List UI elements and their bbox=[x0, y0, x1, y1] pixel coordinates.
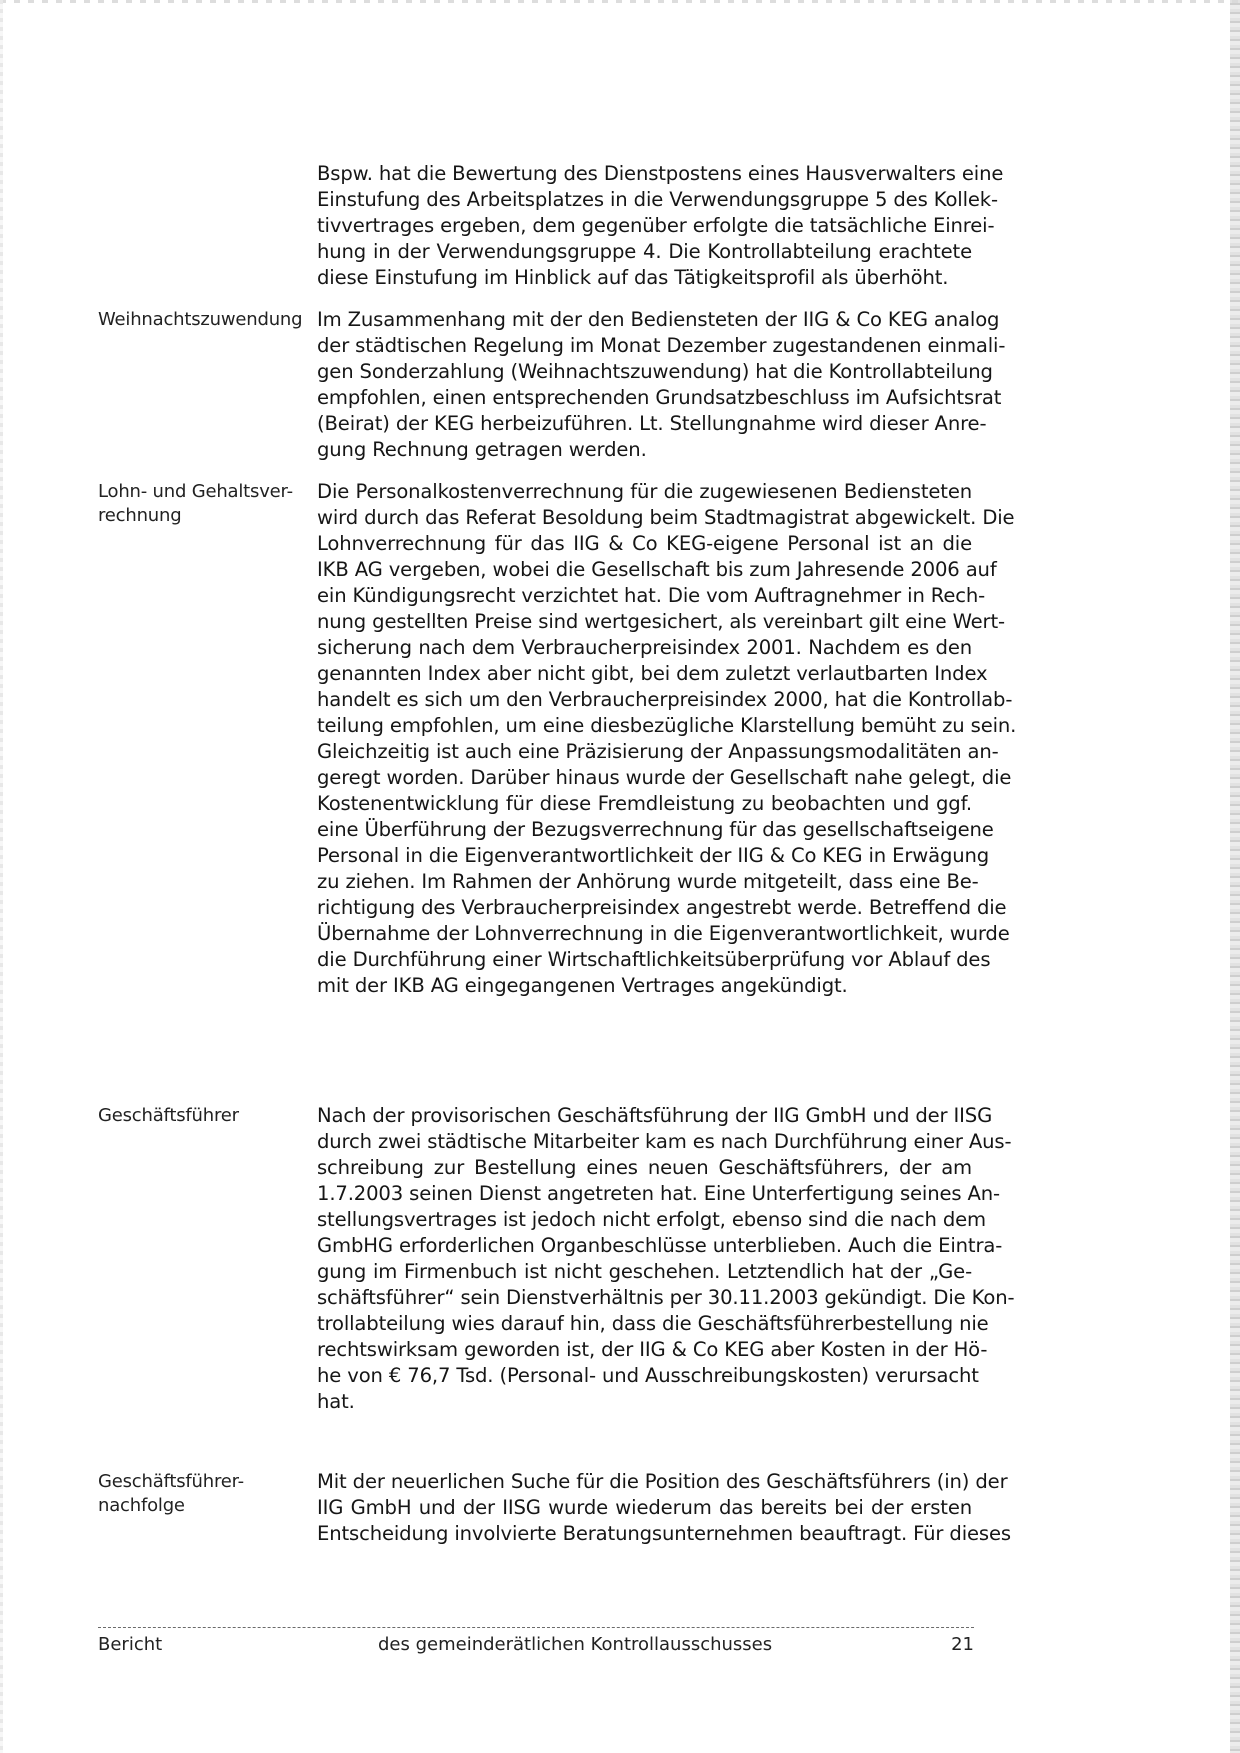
text-line: tivvertrages ergeben, dem gegenüber erfolgte die tatsächliche Einrei- bbox=[317, 214, 995, 237]
text-line: trollabteilung wies darauf hin, dass die Geschäftsführerbestellung nie bbox=[317, 1312, 989, 1335]
margin-heading bbox=[98, 1104, 308, 1128]
text-line: GmbHG erforderlichen Organbeschlüsse unterblieben. Auch die Eintra- bbox=[317, 1234, 1003, 1257]
text-line: nung gestellten Preise sind wertgesichert, als vereinbart gilt eine Wert- bbox=[317, 610, 1005, 633]
text-line: Nach der provisorischen Geschäftsführung der IIG GmbH und der IISG bbox=[317, 1104, 993, 1127]
text-line: eine Überführung der Bezugsverrechnung für das gesellschaftseigene bbox=[317, 818, 994, 841]
margin-heading bbox=[98, 1470, 308, 1518]
text-line: gung Rechnung getragen werden. bbox=[317, 438, 647, 461]
margin-heading bbox=[98, 480, 308, 528]
text-line: Kostenentwicklung für diese Fremdleistung zu beobachten und ggf. bbox=[317, 792, 972, 815]
text-line: teilung empfohlen, um eine diesbezügliche Klarstellung bemüht zu sein. bbox=[317, 714, 1017, 737]
text-line: stellungsvertrages ist jedoch nicht erfolgt, ebenso sind die nach dem bbox=[317, 1208, 986, 1231]
margin-heading-text: Weihnachtszuwendung bbox=[98, 309, 303, 330]
text-line: (Beirat) der KEG herbeizuführen. Lt. Stellungnahme wird dieser Anre- bbox=[317, 412, 987, 435]
text-line: Gleichzeitig ist auch eine Präzisierung der Anpassungsmodalitäten an- bbox=[317, 740, 999, 763]
margin-heading-line: Geschäftsführer- bbox=[98, 1471, 244, 1492]
text-line: diese Einstufung im Hinblick auf das Tätigkeitsprofil als überhöht. bbox=[317, 266, 949, 289]
text-line: Entscheidung involvierte Beratungsunternehmen beauftragt. Für dieses bbox=[317, 1522, 1011, 1545]
text-line: richtigung des Verbraucherpreisindex angestrebt werde. Betreffend die bbox=[317, 896, 1007, 919]
margin-heading-text: Geschäftsführer bbox=[98, 1105, 239, 1126]
text-line: mit der IKB AG eingegangenen Vertrages angekündigt. bbox=[317, 974, 848, 997]
scan-border-right bbox=[1230, 0, 1240, 1753]
page-number: 21 bbox=[951, 1634, 974, 1655]
text-line: wird durch das Referat Besoldung beim Stadtmagistrat abgewickelt. Die bbox=[317, 506, 1015, 529]
paragraph-hausverwalter bbox=[317, 161, 1004, 291]
paragraph-geschaeftsfuehrer bbox=[317, 1103, 1015, 1415]
text-line: handelt es sich um den Verbraucherpreisindex 2000, hat die Kontrollab- bbox=[317, 688, 1013, 711]
text-line: Einstufung des Arbeitsplatzes in die Verwendungsgruppe 5 des Kollek- bbox=[317, 188, 998, 211]
text-line: IIG GmbH und der IISG wurde wiederum das bereits bei der ersten bbox=[317, 1496, 972, 1519]
text-line: geregt worden. Darüber hinaus wurde der Gesellschaft nahe gelegt, die bbox=[317, 766, 1012, 789]
text-line: hung in der Verwendungsgruppe 4. Die Kontrollabteilung erachtete bbox=[317, 240, 972, 263]
margin-heading bbox=[98, 308, 308, 332]
footer-divider bbox=[98, 1627, 974, 1628]
paragraph-lohnverrechnung bbox=[317, 479, 1017, 999]
paragraph-nachfolge bbox=[317, 1469, 1011, 1547]
text-line: Die Personalkostenverrechnung für die zugewiesenen Bediensteten bbox=[317, 480, 972, 503]
footer-center-text: des gemeinderätlichen Kontrollausschusses bbox=[378, 1634, 773, 1655]
text-line: zu ziehen. Im Rahmen der Anhörung wurde mitgeteilt, dass eine Be- bbox=[317, 870, 979, 893]
margin-heading-line: Lohn- und Gehaltsver- bbox=[98, 481, 293, 502]
text-line: ein Kündigungsrecht verzichtet hat. Die vom Auftragnehmer in Rech- bbox=[317, 584, 986, 607]
scan-border-left bbox=[0, 0, 3, 1753]
text-line: Lohnverrechnung für das IIG & Co KEG-eigene Personal ist an die bbox=[317, 532, 972, 555]
text-line: hat. bbox=[317, 1390, 355, 1413]
text-line: genannten Index aber nicht gibt, bei dem zuletzt verlautbarten Index bbox=[317, 662, 988, 685]
margin-heading-line: nachfolge bbox=[98, 1495, 185, 1516]
text-line: durch zwei städtische Mitarbeiter kam es nach Durchführung einer Aus- bbox=[317, 1130, 1012, 1153]
paragraph-weihnachtszuwendung bbox=[317, 307, 1006, 463]
margin-heading-line: rechnung bbox=[98, 505, 182, 526]
text-line: schäftsführer“ sein Dienstverhältnis per 30.11.2003 gekündigt. Die Kon- bbox=[317, 1286, 1015, 1309]
text-line: sicherung nach dem Verbraucherpreisindex 2001. Nachdem es den bbox=[317, 636, 972, 659]
text-line: empfohlen, einen entsprechenden Grundsatzbeschluss im Aufsichtsrat bbox=[317, 386, 1002, 409]
text-line: IKB AG vergeben, wobei die Gesellschaft bis zum Jahresende 2006 auf bbox=[317, 558, 997, 581]
text-line: Mit der neuerlichen Suche für die Position des Geschäftsführers (in) der bbox=[317, 1470, 1008, 1493]
text-line: Übernahme der Lohnverrechnung in die Eigenverantwortlichkeit, wurde bbox=[317, 922, 1010, 945]
text-line: rechtswirksam geworden ist, der IIG & Co KEG aber Kosten in der Hö- bbox=[317, 1338, 988, 1361]
text-line: schreibung zur Bestellung eines neuen Geschäftsführers, der am bbox=[317, 1156, 972, 1179]
text-line: he von € 76,7 Tsd. (Personal- und Ausschreibungskosten) verursacht bbox=[317, 1364, 979, 1387]
text-line: 1.7.2003 seinen Dienst angetreten hat. Eine Unterfertigung seines An- bbox=[317, 1182, 1000, 1205]
scan-border-top bbox=[0, 0, 1240, 3]
text-line: die Durchführung einer Wirtschaftlichkeitsüberprüfung vor Ablauf des bbox=[317, 948, 991, 971]
footer-left-text: Bericht bbox=[98, 1634, 163, 1655]
text-line: gung im Firmenbuch ist nicht geschehen. Letztendlich hat der „Ge- bbox=[317, 1260, 972, 1283]
text-line: Personal in die Eigenverantwortlichkeit der IIG & Co KEG in Erwägung bbox=[317, 844, 990, 867]
text-line: Bspw. hat die Bewertung des Dienstpostens eines Hausverwalters eine bbox=[317, 162, 1004, 185]
text-line: Im Zusammenhang mit der den Bediensteten der IIG & Co KEG analog bbox=[317, 308, 1000, 331]
text-line: gen Sonderzahlung (Weihnachtszuwendung) hat die Kontrollabteilung bbox=[317, 360, 993, 383]
text-line: der städtischen Regelung im Monat Dezember zugestandenen einmali- bbox=[317, 334, 1006, 357]
